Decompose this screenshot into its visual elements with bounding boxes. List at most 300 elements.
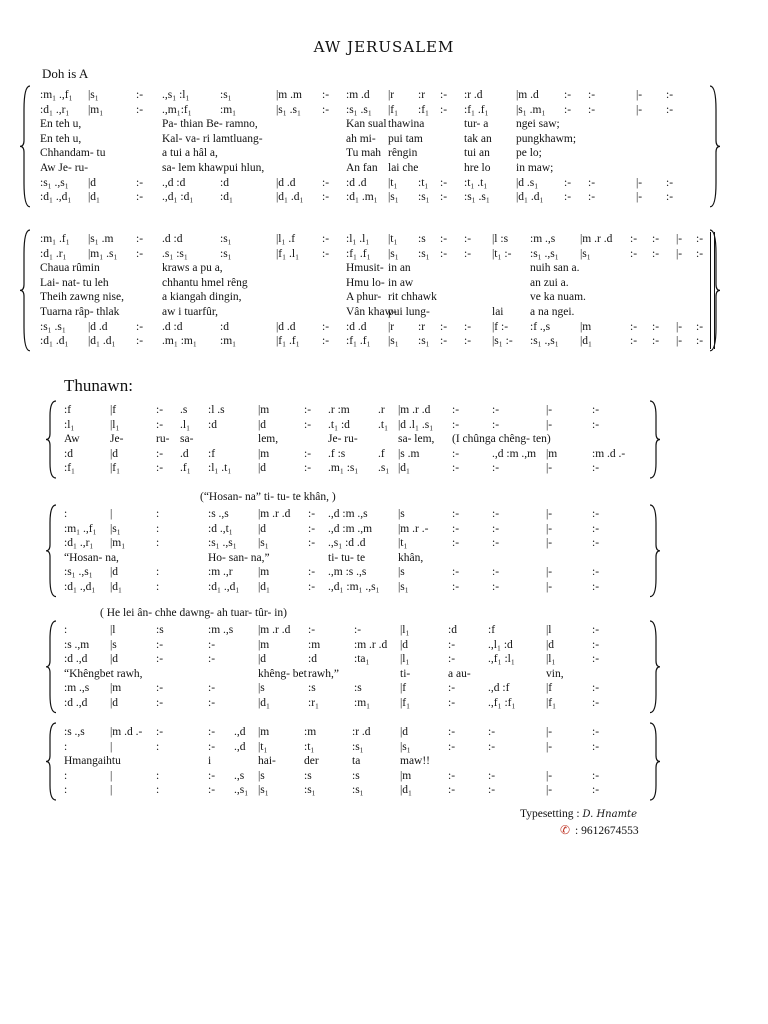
score-cell: En teh u,	[40, 118, 82, 131]
score-cell: |-	[676, 335, 683, 348]
score-cell: |-	[546, 726, 553, 738]
score-cell: |d₁	[258, 697, 271, 709]
score-cell: |r	[388, 320, 395, 333]
score-cell: .d	[180, 447, 189, 460]
score-cell: |d₁	[580, 335, 593, 348]
score-cell: :-	[304, 462, 312, 475]
score-cell: :-	[588, 89, 596, 101]
score-cell: rawh,”	[308, 667, 339, 680]
score-cell: :t₁ .t₁	[464, 176, 488, 189]
score-cell: :r .d	[464, 89, 483, 101]
score-cell: :l₁ .t₁	[208, 462, 232, 475]
score-cell: :-	[440, 89, 448, 101]
score-cell: .,d	[234, 726, 246, 738]
score-cell: :d	[64, 447, 73, 460]
score-cell: |t₁	[398, 537, 408, 550]
score-cell: |d .d	[276, 176, 296, 189]
score-cell: .,d :d	[162, 176, 186, 189]
score-cell: :-	[156, 447, 164, 460]
score-cell: ti- tu- te	[328, 551, 366, 564]
score-cell: |d₁ .d₁	[516, 191, 544, 204]
score-cell: |f₁	[400, 697, 411, 709]
score-cell: :-	[492, 418, 500, 431]
score-cell: En teh u,	[40, 132, 82, 145]
score-cell: :-	[208, 726, 216, 738]
score-cell: :d₁ .,d₁	[64, 581, 96, 593]
score-cell: :d	[308, 653, 317, 666]
score-cell: :d₁ .,d₁	[208, 581, 240, 593]
score-cell: :-	[464, 320, 472, 333]
score-cell: Vân khaw-	[346, 306, 397, 318]
score-cell: |	[110, 508, 113, 520]
score-cell: :-	[208, 653, 216, 666]
score-cell: |s₁	[388, 335, 399, 348]
score-cell: .s₁	[378, 462, 390, 475]
score-cell: :m	[304, 726, 317, 738]
score-cell: :t₁	[418, 176, 429, 189]
score-cell: :s	[418, 233, 426, 245]
score-cell: :m .d .-	[592, 447, 626, 460]
chorus-label: ( He lei ân- chhe dawng- ah tuar- tûr- in)	[100, 607, 287, 619]
score-cell: :	[64, 769, 68, 782]
score-cell: :-	[440, 320, 448, 333]
score-cell: a kiangah dingin,	[162, 291, 242, 304]
score-cell: |s₁	[110, 522, 121, 535]
score-cell: :-	[592, 682, 600, 695]
score-cell: :-	[592, 581, 600, 593]
score-cell: :	[156, 508, 160, 520]
score-cell: vin,	[546, 667, 564, 680]
score-cell: :s₁ .,s₁	[530, 247, 559, 260]
score-cell: :d .d	[346, 176, 367, 189]
score-cell: |f₁ .l₁	[276, 247, 300, 260]
score-cell: :-	[592, 784, 600, 797]
score-cell: :-	[156, 682, 164, 695]
left-brace	[20, 85, 32, 208]
score-cell: |-	[676, 247, 683, 260]
score-cell: lai che	[388, 162, 419, 174]
score-cell: :s .,s	[208, 508, 229, 520]
score-cell: |m .d	[516, 89, 539, 101]
score-cell: :d	[208, 418, 217, 431]
score-cell: :	[64, 624, 68, 636]
score-cell: :-	[136, 103, 144, 116]
score-cell: |f	[546, 682, 553, 695]
score-cell: |m	[258, 638, 270, 651]
score-cell: Pa- thian Be- ramno,	[162, 118, 258, 131]
score-cell: :-	[592, 537, 600, 550]
score-cell: |s	[398, 566, 405, 579]
score-cell: |s₁	[400, 740, 411, 753]
score-cell: .l₁	[180, 418, 191, 431]
score-cell: Kal- va- ri lamtluang-	[162, 132, 263, 145]
score-cell: |d₁	[258, 581, 271, 593]
score-cell: Aw Je- ru-	[40, 162, 89, 174]
score-cell: |f :-	[492, 320, 509, 333]
score-cell: :m	[308, 638, 321, 651]
score-cell: :-	[136, 233, 144, 245]
score-cell: |t₁	[388, 233, 398, 245]
score-cell: |s₁ .s₁	[276, 103, 302, 116]
score-cell: |t₁ :-	[492, 247, 512, 260]
score-cell: thawina	[388, 118, 425, 131]
score-cell: |t₁	[258, 740, 268, 753]
score-cell: :-	[156, 462, 164, 475]
left-brace	[46, 620, 58, 714]
score-cell: |d .s₁	[516, 176, 539, 189]
score-cell: :-	[322, 176, 330, 189]
score-cell: |m	[546, 447, 558, 460]
score-cell: .r :m	[328, 404, 350, 416]
score-cell: :-	[492, 566, 500, 579]
score-cell: “Khêngbet rawh,	[64, 667, 143, 680]
score-cell: tui an	[464, 147, 490, 160]
score-cell: |d	[258, 653, 267, 666]
score-cell: :	[156, 566, 160, 579]
score-cell: :-	[156, 638, 164, 651]
score-cell: :d .,t₁	[208, 522, 233, 535]
score-cell: |d .d	[88, 320, 108, 333]
score-cell: |m .r .d	[258, 624, 291, 636]
score-cell: |l₁ .f	[276, 233, 296, 245]
score-cell: a na ngei.	[530, 306, 575, 318]
score-cell: |s	[398, 508, 405, 520]
score-cell: ti-	[400, 667, 411, 680]
score-cell: |-	[636, 103, 643, 116]
score-cell: :d	[448, 624, 457, 636]
score-cell: :-	[448, 740, 456, 753]
score-cell: :-	[592, 462, 600, 475]
score-cell: an zui a.	[530, 276, 569, 289]
score-cell: a au-	[448, 667, 471, 680]
score-cell: |d₁	[400, 784, 413, 797]
score-cell: :-	[564, 89, 572, 101]
song-title: AW JERUSALEM	[313, 38, 455, 56]
score-cell: |m₁	[110, 537, 126, 550]
score-cell: Chhandam- tu	[40, 147, 106, 160]
score-cell: |m	[580, 320, 592, 333]
score-cell: Aw	[64, 433, 80, 446]
score-cell: :s₁	[304, 784, 316, 797]
score-cell: |m	[400, 769, 412, 782]
score-cell: :-	[440, 191, 448, 204]
score-cell: :-	[136, 191, 144, 204]
score-cell: “Hosan- na,	[64, 551, 119, 564]
score-cell: |l₁	[110, 418, 120, 431]
score-cell: |f₁	[388, 103, 399, 116]
score-cell: .,f₁ :l₁	[488, 653, 515, 666]
score-cell: :d₁ .,r₁	[64, 537, 94, 550]
score-cell: :-	[308, 581, 316, 593]
score-cell: .t₁	[378, 418, 389, 431]
score-cell: :s	[304, 769, 312, 782]
score-cell: |d	[258, 418, 267, 431]
score-cell: |l₁	[400, 653, 410, 666]
score-cell: ta	[352, 755, 361, 768]
score-cell: |m .d .-	[110, 726, 143, 738]
score-cell: :s₁ .,s₁	[530, 335, 559, 348]
score-cell: :s₁	[418, 191, 430, 204]
score-cell: :s	[352, 769, 360, 782]
score-cell: |f	[110, 404, 117, 416]
score-cell: i	[208, 755, 212, 768]
score-cell: |m₁	[88, 103, 104, 116]
score-cell: |d₁	[398, 462, 411, 475]
score-cell: .d :d	[162, 320, 183, 333]
score-cell: :	[64, 508, 68, 520]
score-cell: :f₁ .f₁	[346, 247, 371, 260]
score-cell: :l .s	[208, 404, 225, 416]
score-cell: |m .r .d	[258, 508, 291, 520]
score-cell: :-	[592, 624, 600, 636]
score-cell: :-	[156, 404, 164, 416]
left-brace	[20, 229, 32, 352]
score-cell: :-	[492, 404, 500, 416]
score-cell: :-	[666, 191, 674, 204]
score-cell: |	[110, 740, 113, 753]
score-cell: :-	[208, 740, 216, 753]
phone-number: : 9612674553	[575, 825, 639, 837]
score-cell: sa-	[180, 433, 194, 446]
score-cell: |-	[546, 418, 553, 431]
phone-line	[560, 823, 639, 837]
score-cell: lai	[492, 306, 504, 318]
score-cell: :d₁	[220, 191, 233, 204]
score-cell: Chaua rûmin	[40, 262, 100, 275]
score-cell: |s₁ .m₁	[516, 103, 546, 116]
score-cell: |d	[400, 638, 409, 651]
score-cell: :s₁ .s₁	[464, 191, 490, 204]
score-cell: Hmu lo-	[346, 276, 385, 289]
score-cell: khân,	[398, 551, 424, 564]
score-cell: |-	[546, 581, 553, 593]
score-cell: Theih zawng nise,	[40, 291, 124, 304]
score-cell: :-	[452, 404, 460, 416]
score-cell: |l₁	[546, 653, 556, 666]
score-cell: :m₁ .f₁	[40, 233, 70, 245]
credit-name: D. Hnamte	[582, 809, 637, 820]
score-cell: |s₁	[388, 191, 399, 204]
right-brace	[648, 722, 660, 801]
score-cell: :-	[652, 320, 660, 333]
score-cell: pui lung-	[388, 306, 430, 318]
score-cell: :-	[588, 103, 596, 116]
score-cell: :-	[208, 697, 216, 709]
score-cell: |-	[546, 462, 553, 475]
score-cell: .,f₁ :f₁	[488, 697, 516, 709]
score-cell: aw i tuarfûr,	[162, 306, 219, 318]
score-cell: |-	[546, 522, 553, 535]
score-cell: :d₁ .r₁	[40, 247, 67, 260]
score-cell: Hmangaihtu	[64, 755, 121, 768]
score-cell: :	[156, 581, 160, 593]
left-brace	[46, 722, 58, 801]
score-cell: :ta₁	[354, 653, 370, 666]
score-cell: pungkhawm;	[516, 132, 577, 145]
score-cell: :-	[448, 653, 456, 666]
score-cell: |-	[546, 566, 553, 579]
score-cell: :-	[208, 784, 216, 797]
score-cell: |d	[110, 653, 119, 666]
score-cell: :-	[136, 176, 144, 189]
score-cell: :-	[452, 462, 460, 475]
score-cell: :-	[322, 103, 330, 116]
right-brace	[648, 400, 660, 479]
score-cell: :-	[630, 233, 638, 245]
score-cell: :-	[448, 784, 456, 797]
score-cell: .f₁	[180, 462, 191, 475]
score-cell: :	[156, 769, 160, 782]
score-cell: :-	[492, 537, 500, 550]
score-cell: :-	[156, 418, 164, 431]
score-cell: ve ka nuam.	[530, 291, 586, 304]
score-cell: |t₁	[388, 176, 398, 189]
score-cell: |m	[258, 447, 270, 460]
score-cell: :-	[136, 335, 144, 348]
score-cell: :-	[156, 653, 164, 666]
score-cell: :-	[592, 404, 600, 416]
score-cell: :r .d	[352, 726, 371, 738]
score-cell: :-	[630, 335, 638, 348]
score-cell: |m .r .d	[398, 404, 431, 416]
score-cell: |d₁	[88, 191, 101, 204]
score-cell: :-	[322, 320, 330, 333]
score-cell: |s₁	[258, 784, 269, 797]
score-cell: lem,	[258, 433, 279, 446]
score-cell: |f	[400, 682, 407, 695]
score-cell: :-	[592, 726, 600, 738]
score-cell: ngei saw;	[516, 118, 560, 131]
score-cell: .,d :m .,m	[328, 522, 373, 535]
score-cell: :	[64, 740, 68, 753]
score-cell: Hmusit-	[346, 262, 384, 275]
score-cell: :-	[666, 103, 674, 116]
score-cell: :m .d	[346, 89, 370, 101]
score-cell: :s₁	[220, 247, 232, 260]
score-cell: :-	[208, 638, 216, 651]
credit-label: Typesetting :	[520, 808, 583, 820]
score-cell: :s	[354, 682, 362, 695]
score-cell: maw!!	[400, 755, 431, 768]
typesetting-credit	[520, 808, 637, 820]
score-cell: |-	[546, 769, 553, 782]
score-cell: :-	[488, 784, 496, 797]
score-cell: :-	[492, 462, 500, 475]
right-brace	[648, 620, 660, 714]
score-cell: :-	[588, 176, 596, 189]
score-cell: :-	[136, 89, 144, 101]
right-brace	[648, 504, 660, 598]
score-cell: |s₁	[88, 89, 99, 101]
score-cell: :m .,r	[208, 566, 233, 579]
score-cell: der	[304, 755, 319, 768]
score-cell: :-	[440, 335, 448, 348]
score-cell: :-	[208, 682, 216, 695]
score-cell: :f	[64, 404, 72, 416]
score-cell: :-	[322, 247, 330, 260]
score-cell: khêng- bet	[258, 667, 307, 680]
score-cell: :-	[592, 653, 600, 666]
left-brace	[46, 504, 58, 598]
score-cell: :l₁ .l₁	[346, 233, 370, 245]
score-cell: :s .,m	[64, 638, 90, 651]
score-cell: |s₁	[388, 247, 399, 260]
score-cell: :-	[440, 233, 448, 245]
score-cell: |d	[110, 566, 119, 579]
score-cell: :f₁	[418, 103, 430, 116]
score-cell: :-	[592, 697, 600, 709]
score-cell: :d₁ .,d₁	[40, 191, 72, 204]
score-cell: in aw	[388, 276, 414, 289]
score-cell: :-	[652, 233, 660, 245]
score-cell: |m .r .d	[580, 233, 613, 245]
score-cell: |-	[546, 740, 553, 753]
score-cell: |s₁	[398, 581, 409, 593]
score-cell: :d	[220, 320, 229, 333]
score-cell: :s₁ .s₁	[346, 103, 372, 116]
key-signature: Doh is A	[42, 66, 89, 81]
score-cell: |l	[546, 624, 552, 636]
score-cell: |r	[388, 89, 395, 101]
double-barline	[714, 232, 715, 349]
phone-icon: ✆	[560, 823, 571, 837]
score-cell: |-	[636, 89, 643, 101]
score-cell: Lai- nat- tu leh	[40, 276, 109, 289]
score-cell: :-	[156, 697, 164, 709]
score-cell: |m₁ .s₁	[88, 247, 118, 260]
score-cell: :-	[488, 740, 496, 753]
score-cell: :-	[448, 638, 456, 651]
score-cell: :	[156, 522, 160, 535]
score-cell: :s₁	[220, 233, 232, 245]
score-cell: :-	[592, 769, 600, 782]
score-cell: Je- ru-	[328, 433, 358, 446]
score-cell: |d₁	[110, 581, 123, 593]
score-cell: :m .,s	[208, 624, 234, 636]
score-cell: :-	[464, 233, 472, 245]
score-cell: |-	[546, 404, 553, 416]
score-cell: |-	[546, 784, 553, 797]
score-cell: |d .l₁ .s₁	[398, 418, 434, 431]
score-cell: Kan sual	[346, 118, 387, 131]
score-cell: :-	[592, 508, 600, 520]
score-cell: .,l₁ :d	[488, 638, 513, 651]
score-cell: :-	[630, 320, 638, 333]
score-cell: |l	[110, 624, 116, 636]
score-cell: tak an	[464, 132, 492, 145]
score-cell: :-	[136, 247, 144, 260]
score-cell: :f .,s	[530, 320, 551, 333]
score-cell: .,m₁:f₁	[162, 103, 192, 116]
score-cell: :m .r .d	[354, 638, 388, 651]
score-cell: |s .m	[398, 447, 420, 460]
score-cell: :-	[304, 404, 312, 416]
score-cell: |s	[258, 769, 265, 782]
score-cell: in an	[388, 262, 411, 275]
score-cell: :-	[448, 769, 456, 782]
score-cell: :-	[440, 247, 448, 260]
score-cell: :-	[652, 335, 660, 348]
score-cell: :-	[564, 191, 572, 204]
score-cell: .,s₁ :l₁	[162, 89, 190, 101]
score-cell: :-	[592, 638, 600, 651]
score-cell: |s	[258, 682, 265, 695]
score-cell: |d	[546, 638, 555, 651]
score-cell: |m .m	[276, 89, 302, 101]
score-cell: .,d₁ :m₁ .,s₁	[328, 581, 380, 593]
score-cell: sa- lem khawpui hlun,	[162, 162, 265, 174]
score-cell: .d :d	[162, 233, 183, 245]
